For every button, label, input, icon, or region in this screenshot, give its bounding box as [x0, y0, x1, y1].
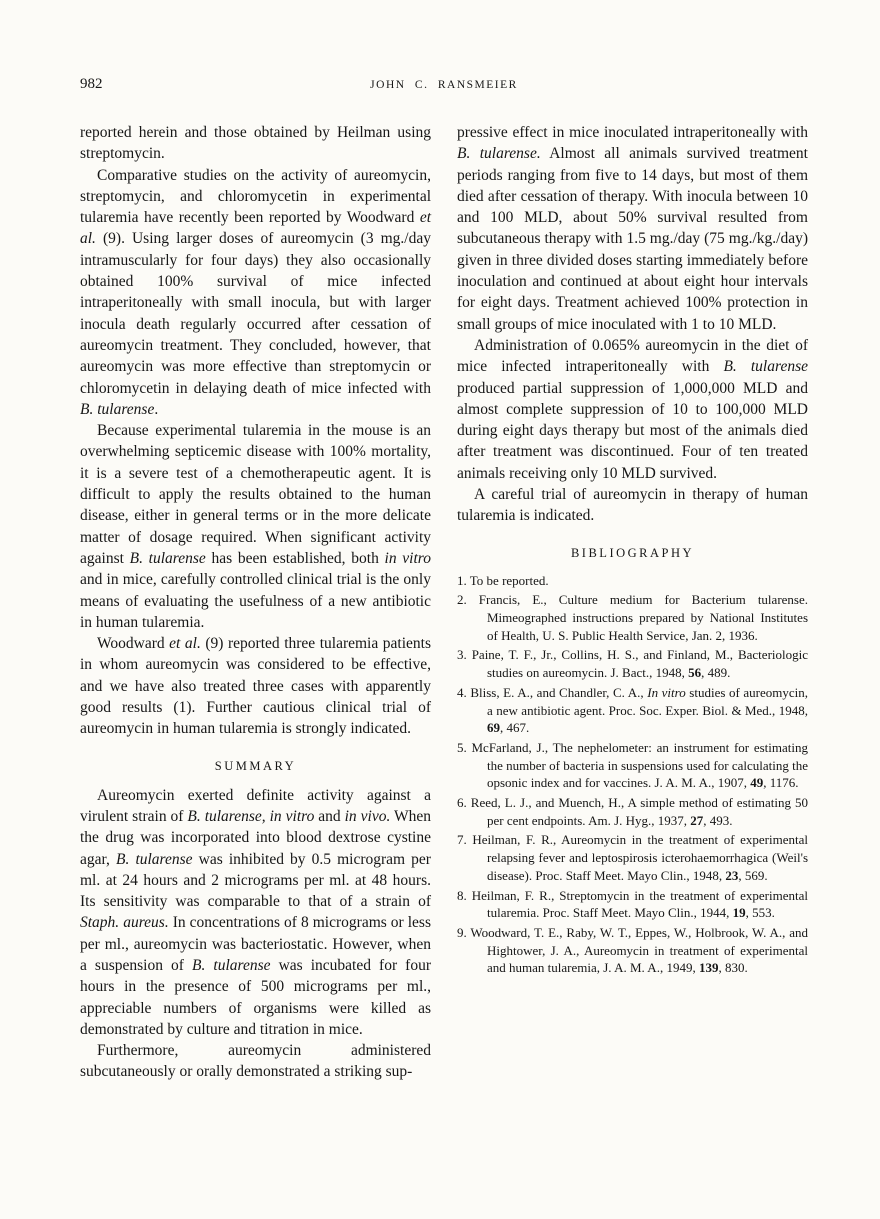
text-run: Woodward	[97, 635, 170, 653]
reference-number: 8.	[457, 887, 472, 903]
text-run: , 493.	[703, 812, 733, 828]
text-run: Paine, T. F., Jr., Collins, H. S., and Finland, M., Bacteriologic studies on aureomycin. J. Bact., 1948,	[471, 647, 809, 681]
text-run: Reed, L. J., and Muench, H., A simple method of estimating 50 per cent endpoints. Am. J. Hyg., 1937,	[470, 795, 809, 828]
italic-text: B. tularense, in vitro	[187, 807, 315, 825]
text-run: (9) reported three tularemia patients in whom aureomycin was considered to be effective, and we have also treated three cases with apparently good results (1). Further cautious clinical trial of aureomycin in human tularemia is strongly indicated.	[80, 635, 431, 738]
text-run: Because experimental tularemia in the mouse is an overwhelming septicemic disease with 100% mortality, it is a severe test of a chemotherapeutic agent. It is difficult to apply the results obtained to the human disease, either in general terms or in the more delicate matter of dosage required. When significant activity against	[80, 422, 431, 567]
reference-number: 9.	[457, 925, 471, 940]
text-run: .	[154, 400, 159, 418]
text-run: pressive effect in mice inoculated intraperitoneally with	[457, 124, 808, 141]
running-head: JOHN C. RANSMEIER	[370, 79, 518, 91]
paragraph	[80, 1040, 431, 1083]
paragraph	[457, 122, 808, 335]
reference-number: 5.	[457, 739, 472, 755]
reference-item	[457, 591, 808, 644]
text-run: and	[314, 807, 345, 825]
text-run: produced partial suppression of 1,000,000 MLD and almost complete suppression of 10 to 100,000 MLD during eight days therapy but most of the animals died after treatment was discontinued. Four of ten treated animals receiving only 10 MLD survived.	[457, 379, 808, 482]
reference-item	[457, 684, 808, 737]
text-run: Heilman, F. R., Streptomycin in the treatment of experimental tularemia. Proc. Staff Meet. Mayo Clin., 1944,	[471, 887, 809, 921]
reference-item	[457, 572, 808, 590]
italic-text: B. tularense	[723, 358, 808, 376]
text-run: has been established, both	[205, 549, 385, 567]
text-run: Aureomycin exerted definite activity against a virulent strain of	[80, 786, 431, 825]
paragraph	[80, 633, 431, 739]
text-run: reported herein and those obtained by Heilman using streptomycin.	[80, 124, 431, 163]
text-run: and in mice, carefully controlled clinical trial is the only means of evaluating the usefulness of a new antibiotic in human tularemia.	[80, 571, 431, 631]
bold-text: 49	[750, 775, 764, 791]
italic-text: et al.	[169, 635, 201, 653]
text-run: Almost all animals survived treatment periods ranging from five to 14 days, but most of them died after cessation of therapy. With inocula between 10 and 100 MLD, about 50% survival resulted from subcutaneous therapy with 1.5 mg./day (75 mg./kg./day) given in three divided doses starting immediately before inoculation and continued at about eight hour intervals for eight days. Treatment achieved 100% protection in small groups of mice inoculated with 1 to 10 MLD.	[457, 145, 808, 333]
paragraph	[457, 335, 808, 484]
paragraph	[80, 785, 431, 1041]
text-run: , 830.	[718, 960, 748, 976]
italic-text: B. tularense	[80, 400, 155, 418]
italic-text: B. tularense.	[457, 145, 541, 163]
paragraph	[457, 484, 808, 527]
bold-text: 69	[487, 720, 500, 736]
reference-item	[457, 887, 808, 922]
text-run: When the drug was incorporated into blood dextrose cystine agar,	[80, 807, 432, 868]
reference-item	[457, 924, 808, 977]
text-run: In concentrations of 8 micrograms or less per ml., aureomycin was bacteriostatic. However, when a suspension of	[80, 914, 431, 974]
bold-text: 139	[698, 960, 719, 976]
text-run: Woodward, T. E., Raby, W. T., Eppes, W., Holbrook, W. A., and Hightower, J. A., Aureomycin in treatment of experimental and human tularemia, J. A. M. A., 1949,	[470, 925, 808, 976]
right-column	[457, 122, 808, 979]
reference-number: 2.	[457, 592, 479, 608]
text-run: , 1176.	[763, 775, 799, 791]
reference-item	[457, 831, 808, 884]
italic-text: in vitro	[384, 549, 431, 567]
text-run: Administration of 0.065% aureomycin in the diet of mice infected intraperitoneally with	[457, 336, 808, 376]
italic-text: In vitro	[647, 684, 686, 700]
paragraph	[80, 165, 431, 421]
page-header	[80, 76, 808, 98]
bold-text: 19	[732, 905, 746, 921]
text-run: , 489.	[701, 665, 731, 681]
text-run: was inhibited by 0.5 microgram per ml. at 24 hours and 2 micrograms per ml. at 48 hours. Its sensitivity was comparable to that of a strain of	[80, 850, 431, 911]
text-run: , 569.	[738, 867, 768, 883]
italic-text: B. tularense	[129, 549, 206, 567]
italic-text: et al.	[80, 209, 431, 248]
reference-number: 1.	[457, 572, 470, 588]
bold-text: 56	[688, 665, 702, 681]
section-heading: SUMMARY	[214, 758, 297, 773]
left-column	[80, 122, 431, 1083]
paragraph	[80, 122, 431, 165]
text-run: was incubated for four hours in the presence of 500 micrograms per ml., appreciable numbers of organisms were killed as demonstrated by culture and titration in mice.	[80, 956, 431, 1038]
text-run: Furthermore, aureomycin administered subcutaneously or orally demonstrated a striking sup-	[80, 1042, 431, 1081]
reference-number: 3.	[457, 647, 472, 663]
italic-text: B. tularense	[116, 850, 193, 868]
text-run: , 467.	[500, 720, 530, 736]
text-run: McFarland, J., The nephelometer: an instrument for estimating the number of bacteria in suspensions used for calculating the opsonic index and for vaccines. J. A. M. A., 1907,	[471, 739, 808, 791]
bold-text: 27	[690, 812, 704, 828]
italic-text: in vivo.	[344, 807, 391, 825]
reference-item	[457, 794, 808, 829]
text-run: , 553.	[745, 905, 775, 921]
reference-number: 4.	[457, 684, 471, 700]
text-run: Comparative studies on the activity of aureomycin, streptomycin, and chloromycetin in experimental tularemia have recently been reported by Woodward	[80, 166, 431, 227]
text-run: To be reported.	[469, 572, 549, 588]
reference-item	[457, 646, 808, 681]
text-run: A careful trial of aureomycin in therapy of human tularemia is indicated.	[457, 486, 808, 525]
reference-number: 6.	[457, 795, 471, 811]
section-heading: BIBLIOGRAPHY	[570, 545, 695, 560]
reference-number: 7.	[457, 832, 473, 848]
text-run: (9). Using larger doses of aureomycin (3 mg./day intramuscularly for four days) they also occasionally obtained 100% survival of mice infected intraperitoneally with small inocula, but with larger inocula death regularly occurred after cessation of aureomycin treatment. They concluded, however, that aureomycin was more effective than streptomycin or chloromycetin in delaying death of mice infected with	[80, 230, 431, 397]
italic-text: B. tularense	[192, 956, 271, 974]
text-run: Heilman, F. R., Aureomycin in the treatment of experimental relapsing fever and leptospirosis icterohaemorrhagica (Weil's disease). Proc. Staff Meet. Mayo Clin., 1948,	[472, 832, 809, 883]
two-column-body	[80, 122, 808, 1083]
bold-text: 23	[725, 867, 739, 883]
text-run: Francis, E., Culture medium for Bacterium tularense. Mimeographed instructions prepared by National Institutes of Health, U. S. Public Health Service, Jan. 2, 1936.	[478, 592, 808, 643]
page-number: 982	[80, 76, 103, 92]
italic-text: Staph. aureus.	[80, 914, 169, 932]
paragraph	[80, 420, 431, 633]
text-run: Bliss, E. A., and Chandler, C. A.,	[470, 684, 648, 700]
reference-item	[457, 739, 808, 792]
text-run: studies of aureomycin, a new antibiotic agent. Proc. Soc. Exper. Biol. & Med., 1948,	[487, 684, 808, 718]
